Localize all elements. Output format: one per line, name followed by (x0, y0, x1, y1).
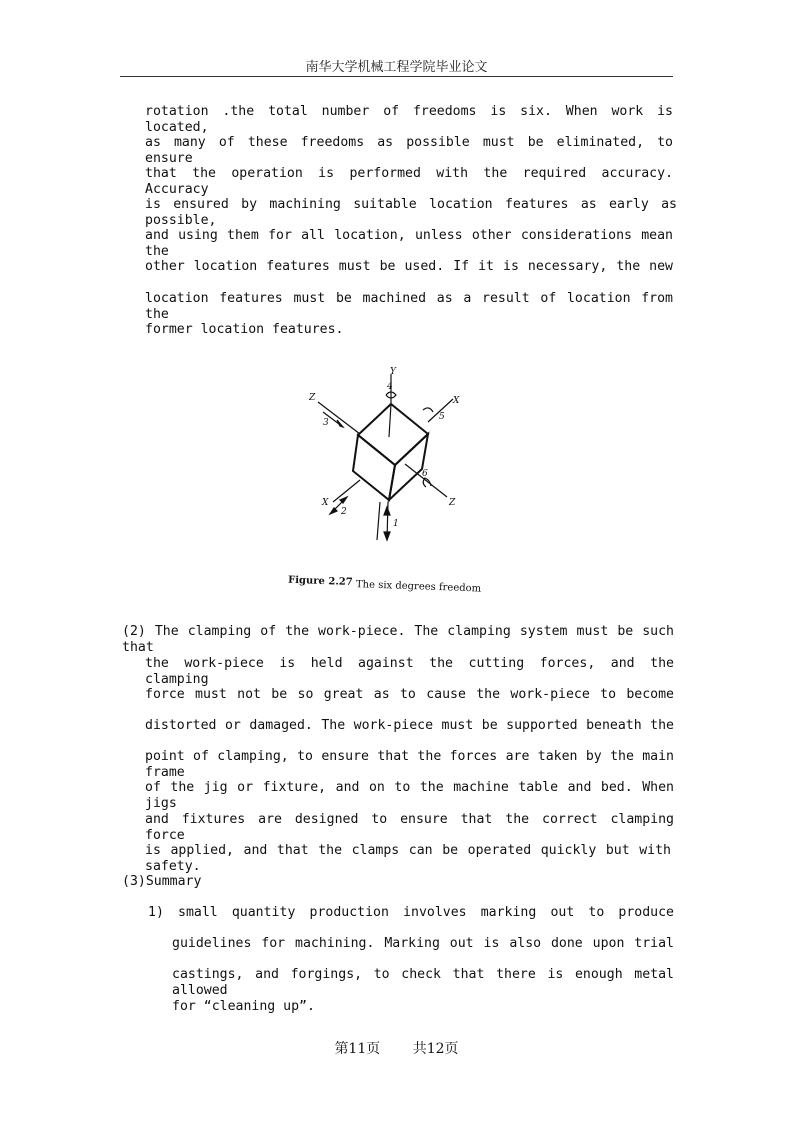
paragraph-line: force must not be so great as to cause the work-piece to become (145, 687, 674, 702)
axis-label: Z (309, 393, 316, 403)
paragraph-line: (2) The clamping of the work-piece. The clamping system must be such that (122, 624, 674, 655)
figure-caption-number: Figure 2.27 (287, 574, 353, 589)
paragraph-line: point of clamping, to ensure that the forces are taken by the main frame (145, 749, 674, 780)
axis-label: 3 (323, 418, 329, 428)
paragraph-line: and fixtures are designed to ensure that the correct clamping force (145, 812, 674, 843)
paragraph-line: location features must be machined as a result of location from the (145, 291, 673, 322)
axis-label: X (453, 396, 460, 406)
paragraph-line: and using them for all location, unless other considerations mean the (145, 228, 673, 259)
paragraph-line: as many of these freedoms as possible must be eliminated, to ensure (145, 135, 673, 166)
paragraph-line: other location features must be used. If it is necessary, the new (145, 259, 673, 274)
paragraph-line: of the jig or fixture, and on to the machine table and bed. When jigs (145, 780, 674, 811)
axis-label: 4 (387, 382, 393, 392)
page-footer (0, 1038, 793, 1058)
header-rule (120, 76, 673, 77)
paragraph-line: former location features. (145, 322, 344, 337)
summary-heading: (3)Summary (122, 874, 202, 889)
paragraph-line: is applied, and that the clamps can be operated quickly but with safety. (145, 843, 671, 874)
paragraph-line: is ensured by machining suitable location features as early as possible, (145, 197, 677, 228)
paragraph-line: that the operation is performed with the required accuracy. Accuracy (145, 166, 673, 197)
axis-label: Z (449, 498, 456, 508)
summary-item-line: castings, and forgings, to check that there is enough metal allowed (172, 967, 674, 998)
paragraph-line: rotation .the total number of freedoms is six. When work is located, (145, 104, 673, 135)
summary-item-line: for “cleaning up”. (172, 999, 315, 1014)
figure-caption-text: The six degrees freedom (355, 579, 482, 595)
axis-label: 6 (422, 469, 428, 479)
paragraph-line: distorted or damaged. The work-piece must be supported beneath the (145, 718, 674, 733)
paragraph-line: the work-piece is held against the cutting forces, and the clamping (145, 656, 674, 687)
page-total: 共12页 (412, 1041, 459, 1057)
axis-label: 1 (393, 519, 399, 529)
summary-item-line: guidelines for machining. Marking out is also done upon trial (172, 936, 674, 951)
six-degrees-freedom-figure (285, 362, 485, 617)
axis-label: 5 (439, 412, 445, 422)
summary-item-line: 1) small quantity production involves marking out to produce (148, 905, 674, 920)
axis-label: 2 (341, 507, 347, 517)
page-header-title: 南华大学机械工程学院毕业论文 (305, 60, 488, 75)
axis-label: Y (390, 367, 396, 377)
axis-label: X (322, 498, 329, 508)
page-number: 第11页 (334, 1041, 381, 1057)
